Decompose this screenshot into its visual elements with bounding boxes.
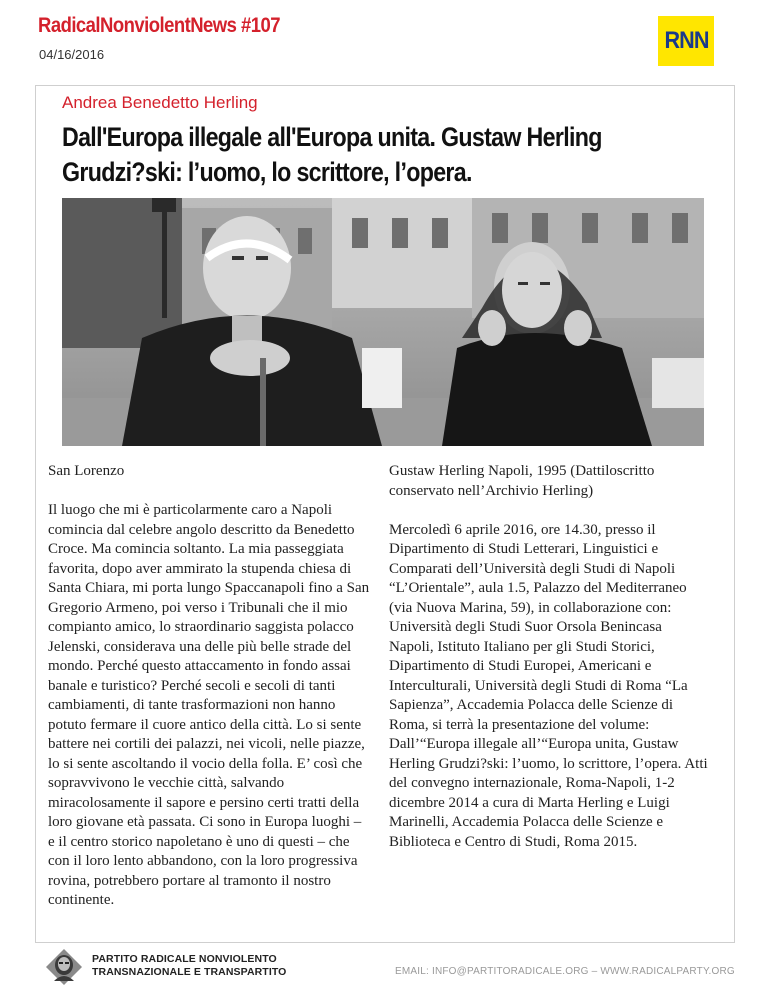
article-title-line-2: Grudzi?ski: l’uomo, lo scrittore, l’opera. [62, 157, 472, 187]
article-author: Andrea Benedetto Herling [62, 93, 258, 112]
footer-org-line-2: TRANSNAZIONALE E TRANSPARTITO [92, 966, 287, 978]
rnn-logo-text: RNN [663, 27, 709, 54]
photo-illustration-icon [62, 198, 704, 446]
gandhi-portrait-icon [42, 947, 86, 987]
right-body-text: Mercoledì 6 aprile 2016, ore 14.30, presso il Dipartimento di Studi Letterari, Linguistici e Comparati dell’Università degli Studi di Napoli “L’Orientale”, aula 1.5, Palazzo del Mediterraneo (via Nuova Marina, 59), in collaborazione con: Università degli Studi Suor Orsola Benincasa Napoli, Istituto Italiano per gli Studi Storici, Dipartimento di Studi Europei, Americani e Interculturali, Università degli Studi di Roma “La Sapienza”, Accademia Polacca delle Scienze di Roma, si terrà la presentazione del volume: Dall’“Europa illegale all’“Europa unita, Gustaw Herling Grudzi?ski: l’uomo, lo scrittore, l’opera. Atti del convegno internazionale, Roma-Napoli, 1-2 dicembre 2014 a cura di Marta Herling e Luigi Marinelli, Accademia Polacca delle Scienze e Biblioteca e Centro di Studi, Roma 2015. [389, 521, 708, 850]
left-body-text: Il luogo che mi è particolarmente caro a Napoli comincia dal celebre angolo descritto da Benedetto Croce. Ma comincia soltanto. La mia passeggiata favorita, dopo aver ammirato la stupenda chiesa di Santa Chiara, mi porta lungo Spaccanapoli fino a San Gregorio Armeno, poi verso i Tribunali che il mio compianto amico, lo straordinario saggista polacco Jelenski, considerava una delle più belle strade del mondo. Perché questo attaccamento in fondo assai banale e turistico? Perché secoli e secoli di tanti cambiamenti, di tante trasformazioni non hanno potuto fermare il cuore antico della città. Lo si sente battere nei cortili dei palazzi, nei vicoli, nelle piazze, lo si sente ascoltando il vocio della folla. E’ così che sopravvivono le vecchie città, salvando miracolosamente il sapore e persino certi tratti della loro giovane età passata. Ci sono in Europa luoghi – e il centro storico napoletano è uno di questi – che con il loro lento abbandono, con la loro progressiva rovina, potrebbero portare al tramonto il nostro continente. [48, 502, 370, 908]
issue-date: 04/16/2016 [39, 47, 105, 62]
article-title-line-1: Dall'Europa illegale all'Europa unita. Gustaw Herling [62, 122, 602, 152]
masthead-title: RadicalNonviolentNews #107 [38, 14, 281, 37]
footer-org-line-1: PARTITO RADICALE NONVIOLENTO [92, 953, 277, 965]
right-column [389, 462, 709, 852]
rnn-logo [658, 16, 714, 66]
left-column [48, 462, 370, 911]
right-caption: Gustaw Herling Napoli, 1995 (Dattiloscritto conservato nell’Archivio Herling) [389, 463, 655, 499]
article-title [62, 120, 612, 190]
footer-organization [92, 953, 286, 979]
left-caption: San Lorenzo [48, 463, 125, 479]
footer-contact: EMAIL: INFO@PARTITORADICALE.ORG – WWW.RADICALPARTY.ORG [395, 966, 735, 977]
article-photo [62, 198, 704, 446]
